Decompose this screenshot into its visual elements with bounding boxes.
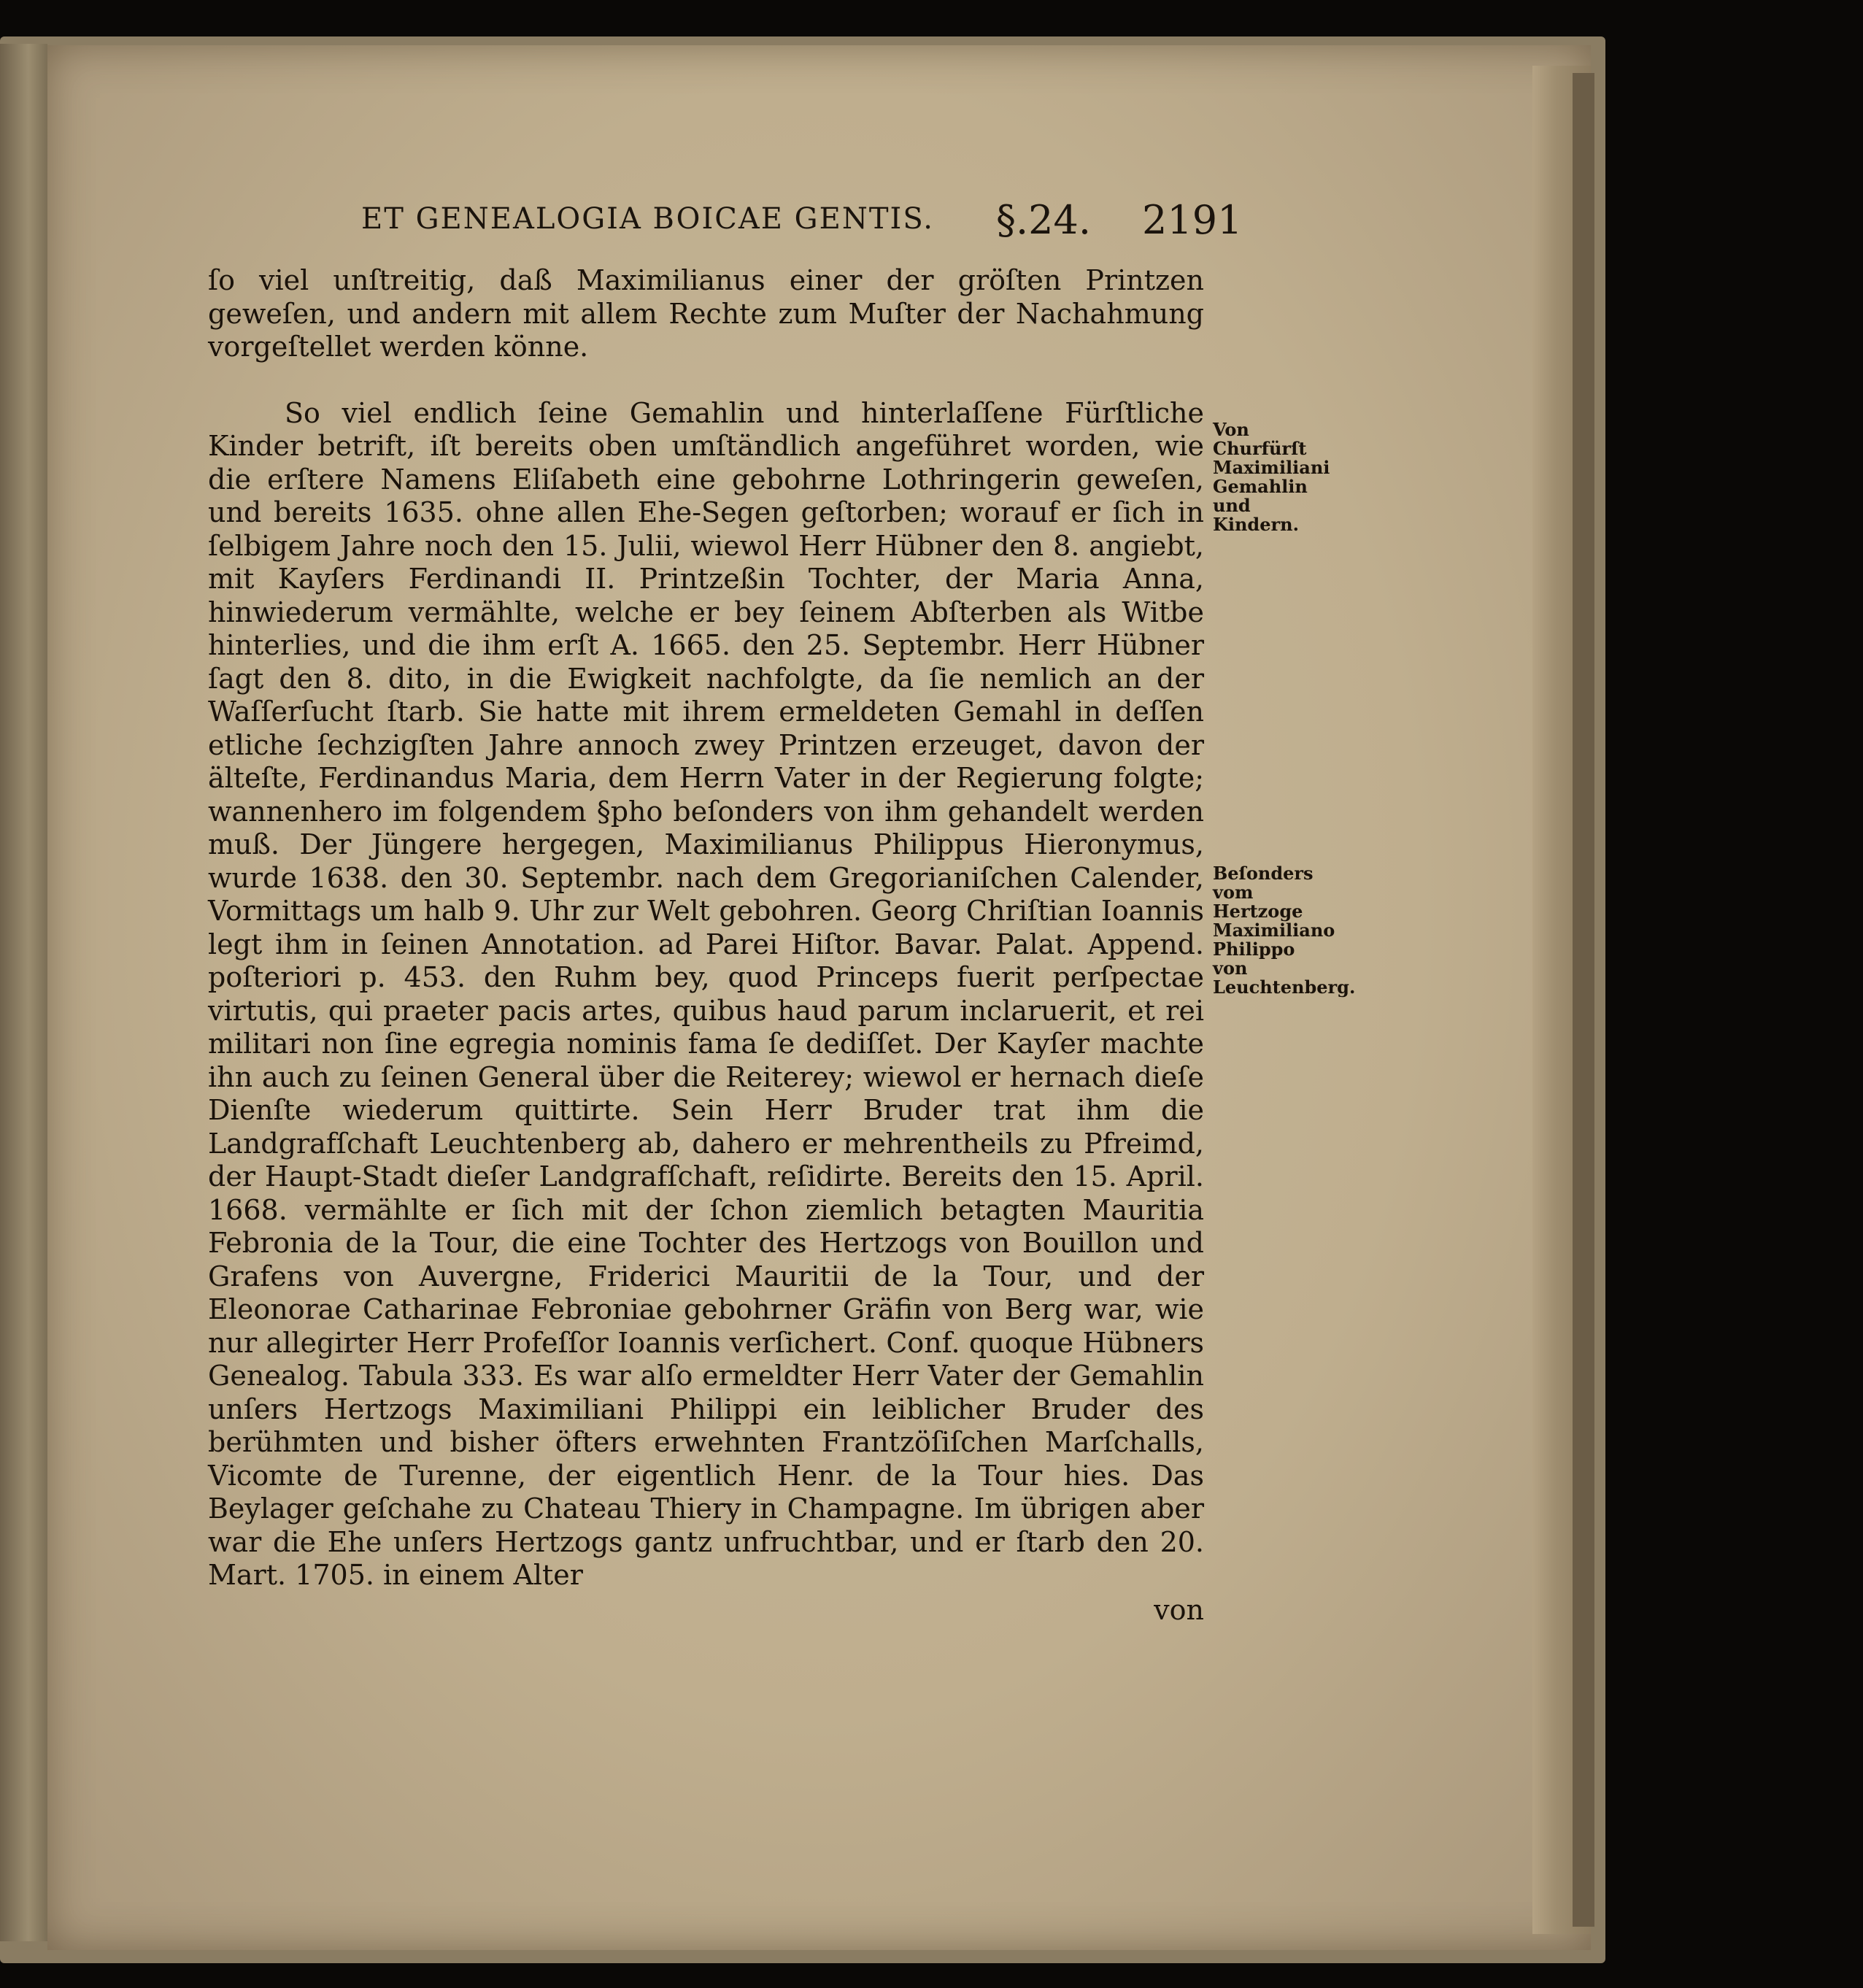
page-header bbox=[361, 191, 1243, 250]
catchword: von bbox=[1154, 1593, 1204, 1626]
page-number: 2191 bbox=[1142, 197, 1243, 243]
marginal-note-family: Von Churfürſt Maximiliani Gemahlin und Kindern. bbox=[1213, 419, 1330, 535]
main-text bbox=[208, 264, 1204, 1627]
running-title: ET GENEALOGIA BOICAE GENTIS. bbox=[361, 202, 935, 236]
marginal-note-maximilian-philipp: Beſonders vom Hertzoge Maximiliano Philippo von Leuchtenberg. bbox=[1213, 863, 1356, 998]
facing-page-edge bbox=[0, 44, 47, 1941]
paragraph-main: So viel endlich ſeine Gemahlin und hinterlaſſene Fürſtliche Kinder betrift, iſt bereits oben umſtändlich angeführet worden, wie die erſtere Namens Eliſabeth eine gebohrne Lothringerin geweſen, und bereits 1635. ohne allen Ehe-Segen geſtorben; worauf er ſich in ſelbigem Jahre noch den 15. Julii, wiewol Herr Hübner den 8. angiebt, mit Kayſers Ferdinandi II. Printzeßin Tochter, der Maria Anna, hinwiederum vermählte, welche er bey ſeinem Abſterben als Witbe hinterlies, und die ihm erſt A. 1665. den 25. Septembr. Herr Hübner ſagt den 8. dito, in die Ewigkeit nachfolgte, da ſie nemlich an der Waſſerſucht ſtarb. Sie hatte mit ihrem ermeldeten Gemahl in deſſen etliche ſechzigſten Jahre annoch zwey Printzen erzeuget, davon der älteſte, Ferdinandus Maria, dem Herrn Vater in der Regierung folgte; wannenhero im folgendem §pho beſonders von ihm gehandelt werden muß. Der Jüngere hergegen, Maximilianus Philippus Hieronymus, wurde 1638. den 30. Septembr. nach dem Gregorianiſchen Calender, Vormittags um halb 9. Uhr zur Welt gebohren. Georg Chriſtian Ioannis legt ihm in ſeinen Annotation. ad Parei Hiſtor. Bavar. Palat. Append. poſteriori p. 453. den Ruhm bey, quod Princeps fuerit perſpectae virtutis, qui praeter pacis artes, quibus haud parum inclaruerit, et rei militari non ſine egregia nominis fama ſe dediſſet. Der Kayſer machte ihn auch zu ſeinen General über die Reiterey; wiewol er hernach dieſe Dienſte wiederum quittirte. Sein Herr Bruder trat ihm die Landgrafſchaft Leuchtenberg ab, dahero er mehrentheils zu Pfreimd, der Haupt-Stadt dieſer Landgrafſchaft, reſidirte. Bereits den 15. April. 1668. vermählte er ſich mit der ſchon ziemlich betagten Mauritia Febronia de la Tour, die eine Tochter des Hertzogs von Bouillon und Grafens von Auvergne, Friderici Mauritii de la Tour, und der Eleonorae Catharinae Febroniae gebohrner Gräfin von Berg war, wie nur allegirter Herr Profeſſor Ioannis verſichert. Conf. quoque Hübners Genealog. Tabula 333. Es war alſo ermeldter Herr Vater der Gemahlin unſers Hertzogs Maximiliani Philippi ein leiblicher Bruder des berühmten und bisher öfters erwehnten Frantzöſiſchen Marſchalls, Vicomte de Turenne, der eigentlich Henr. de la Tour hies. Das Beylager geſchahe zu Chateau Thiery in Champagne. Im übrigen aber war die Ehe unſers Hertzogs gantz unfruchtbar, und er ſtarb den 20. Mart. 1705. in einem Alter bbox=[208, 396, 1204, 1591]
section-mark: §.24. bbox=[996, 197, 1092, 243]
page-fore-edge-shadow bbox=[1573, 73, 1594, 1927]
paragraph-continuation: ſo viel unſtreitig, daß Maximilianus einer der gröſten Printzen geweſen, und andern mit allem Rechte zum Muſter der Nachahmung vorgeſtellet werden könne. bbox=[208, 264, 1204, 363]
